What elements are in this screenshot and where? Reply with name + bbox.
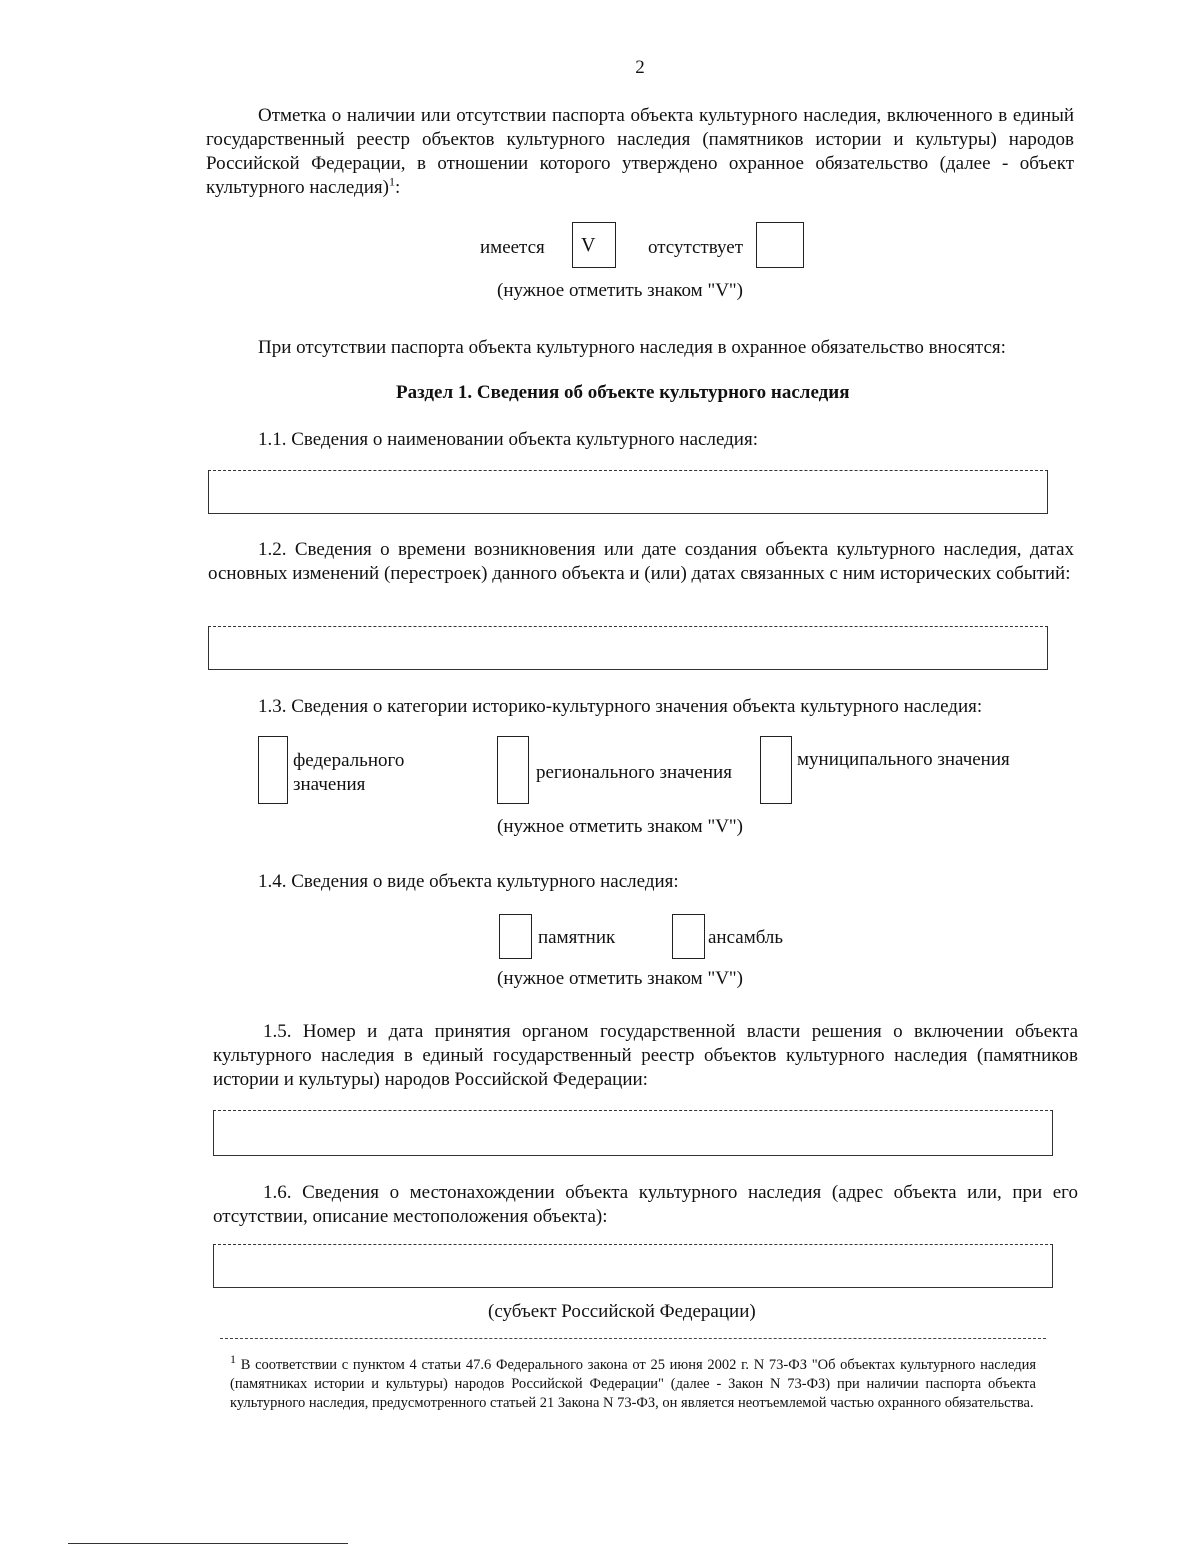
item-1-2-label: 1.2. Сведения о времени возникновения или дате создания объекта культурного наследия, датах основных изменений (перестроек) данного объекта и (или) датах связанных с ним исторических событий: [208,539,1074,584]
passport-has-checkbox[interactable] [572,222,616,268]
page-number: 2 [635,57,645,78]
kind-hint: (нужное отметить знаком "V") [497,968,743,989]
category-federal-label [293,749,404,797]
category-municipal-checkbox[interactable] [760,736,792,804]
category-regional-label: регионального значения [536,762,732,783]
kind-monument-label: памятник [538,927,616,948]
category-federal-line1: федерального [293,750,405,771]
item-1-4-label: 1.4. Сведения о виде объекта культурного наследия: [258,871,679,892]
footnote-text: В соответствии с пунктом 4 статьи 47.6 Федерального закона от 25 июня 2002 г. N 73-ФЗ "Об объектах культурного наследия (памятниках истории и культуры) народов Российской Федерации" (далее - Закон N 73-ФЗ) при наличии паспорта объекта культурного наследия, предусмотренного статьей 21 Закона N 73-ФЗ, он является неотъемлемой частью охранного обязательства. [230,1357,1037,1411]
item-1-5-field[interactable] [213,1110,1053,1156]
absence-note: При отсутствии паспорта объекта культурного наследия в охранное обязательство вносятся: [258,337,1006,358]
footnote-mark: 1 [230,1352,236,1367]
category-federal-checkbox[interactable] [258,736,288,804]
footnote-separator [220,1338,1046,1339]
passport-hint: (нужное отметить знаком "V") [497,280,743,301]
kind-ensemble-label: ансамбль [708,927,784,948]
intro-text: Отметка о наличии или отсутствии паспорта объекта культурного наследия, включенного в единый государственный реестр объектов культурного наследия (памятников истории и культуры) народов Российской Федерации, в отношении которого утверждено охранное обязательство (далее - объект культурного наследия) [206,105,1074,198]
item-1-1-label: 1.1. Сведения о наименовании объекта культурного наследия: [258,429,758,450]
item-1-2-field[interactable] [208,626,1048,670]
passport-absent-label: отсутствует [648,237,744,258]
item-1-3-label: 1.3. Сведения о категории историко-культурного значения объекта культурного наследия: [258,696,983,717]
category-hint: (нужное отметить знаком "V") [497,816,743,837]
item-1-6-label: 1.6. Сведения о местонахождении объекта культурного наследия (адрес объекта или, при его отсутствии, описание местоположения объекта): [213,1182,1078,1227]
intro-paragraph [206,104,1074,200]
kind-monument-checkbox[interactable] [499,914,532,959]
passport-has-checkmark: V [581,234,596,256]
footnote [230,1352,1037,1413]
passport-absent-checkbox[interactable] [756,222,804,268]
passport-has-label: имеется [480,237,545,258]
section1-title: Раздел 1. Сведения об объекте культурного наследия [396,382,850,403]
item-1-5-label: 1.5. Номер и дата принятия органом государственной власти решения о включении объекта культурного наследия в единый государственный реестр объектов культурного наследия (памятников истории и культуры) народов Российской Федерации: [213,1021,1078,1090]
item-1-1-field[interactable] [208,470,1048,514]
item-1-6-field[interactable] [213,1244,1053,1288]
category-federal-line2: значения [293,774,366,795]
category-regional-checkbox[interactable] [497,736,529,804]
kind-ensemble-checkbox[interactable] [672,914,705,959]
subject-caption: (субъект Российской Федерации) [488,1301,756,1322]
bottom-rule [68,1543,348,1544]
intro-footnote-ref: 1 [388,174,395,189]
category-municipal-label: муниципального значения [797,749,1010,770]
intro-tail: : [394,177,401,198]
